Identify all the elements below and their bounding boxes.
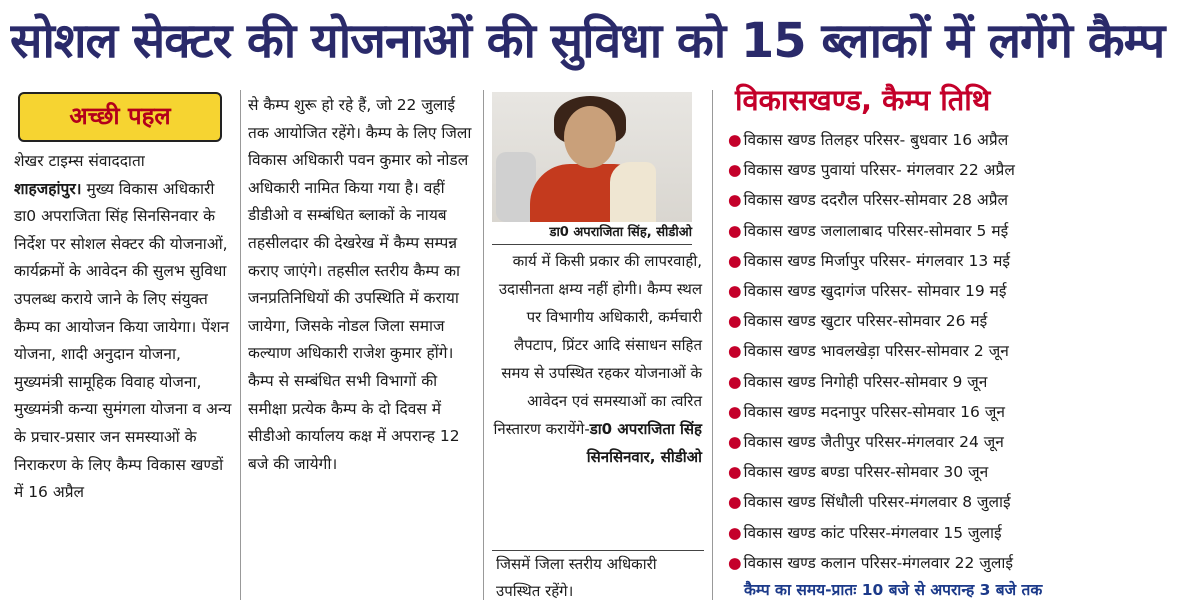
schedule-entry: विकास खण्ड कलान परिसर-मंगलवार 22 जुलाई [743, 553, 1013, 572]
bullet-icon: ● [728, 433, 742, 452]
column-1-body: मुख्य विकास अधिकारी डा0 अपराजिता सिंह सिनसिनवार के निर्देश पर सोशल सेक्टर की योजनाओं, कार्यक्रमों के आवेदन की सुलभ सुविधा उपलब्ध कराये जाने के लिए संयुक्त कैम्प का आयोजन किया जायेगा। पेंशन योजना, शादी अनुदान योजना, मुख्यमंत्री सामूहिक विवाह योजना, मुख्यमंत्री कन्या सुमंगला योजना व अन्य के प्रचार-प्रसार जन समस्याओं के निराकरण के लिए कैम्प विकास खण्डों में 16 अप्रैल [14, 179, 232, 502]
bullet-icon: ● [728, 161, 742, 180]
column-divider [483, 90, 484, 600]
article-column-1 [14, 148, 234, 507]
bullet-icon: ● [728, 131, 742, 149]
schedule-list [728, 125, 1198, 578]
column-3-text [492, 247, 702, 471]
schedule-entry: विकास खण्ड निगोही परिसर-सोमवार 9 जून [743, 372, 988, 391]
list-item [728, 367, 1198, 397]
schedule-title: विकासखण्ड, कैम्प तिथि [735, 83, 991, 117]
bullet-icon: ● [728, 312, 742, 331]
list-item [728, 216, 1198, 246]
schedule-entry: विकास खण्ड ददरौल परिसर-सोमवार 28 अप्रैल [743, 191, 1009, 210]
schedule-entry: विकास खण्ड भावलखेड़ा परिसर-सोमवार 2 जून [743, 342, 1009, 361]
list-item [728, 397, 1198, 427]
bullet-icon: ● [728, 493, 742, 512]
list-item [728, 155, 1198, 185]
schedule-entry: विकास खण्ड कांट परिसर-मंगलवार 15 जुलाई [743, 523, 1002, 542]
list-item [728, 306, 1198, 336]
bullet-icon: ● [728, 463, 742, 482]
list-item [728, 125, 1198, 155]
bullet-icon: ● [728, 282, 742, 301]
headline: सोशल सेक्टर की योजनाओं की सुविधा को 15 ब्लाकों में लगेंगे कैम्प [10, 13, 1165, 69]
list-item [728, 427, 1198, 457]
schedule-entry: विकास खण्ड खुटार परिसर-सोमवार 26 मई [743, 312, 988, 331]
column-divider [712, 90, 713, 600]
schedule-entry: विकास खण्ड मिर्जापुर परिसर- मंगलवार 13 मई [743, 251, 1011, 270]
column-divider [240, 90, 241, 600]
badge-achhi-pahal: अच्छी पहल [18, 92, 222, 142]
schedule-entry: विकास खण्ड पुवायां परिसर- मंगलवार 22 अप्रैल [743, 161, 1015, 180]
schedule-entry: विकास खण्ड मदनापुर परिसर-सोमवार 16 जून [743, 402, 1005, 421]
bullet-icon: ● [728, 523, 742, 542]
column-3-body: कार्य में किसी प्रकार की लापरवाही, उदासीनता क्षम्य नहीं होगी। कैम्प स्थल पर विभागीय अधिकारी, कर्मचारी लैपटाप, प्रिंटर आदि संसाधन सहित समय से उपस्थित रहकर योजनाओं के आवेदन एवं समस्याओं का त्वरित निस्तारण करायेंगे- [493, 252, 702, 438]
schedule-entry: विकास खण्ड खुदागंज परिसर- सोमवार 19 मई [743, 282, 1007, 301]
photo-shawl [610, 162, 656, 222]
column-2-text: से कैम्प शुरू हो रहे हैं, जो 22 जुलाई तक आयोजित रहेंगे। कैम्प के लिए जिला विकास अधिकारी पवन कुमार को नोडल अधिकारी नामित किया गया है। वहीं डीडीओ व सम्बंधित ब्लाकों के नायब तहसीलदार की देखरेख में कैम्प सम्पन्न कराए जाएंगे। तहसील स्तरीय कैम्प का जनप्रतिनिधियों की उपस्थिति में कराया जायेगा, जिसके नोडल जिला समाज कल्याण अधिकारी राजेश कुमार होंगे। कैम्प से सम्बंधित सभी विभागों की समीक्षा प्रत्येक कैम्प के दो दिवस में सीडीओ कार्यालय कक्ष में अपरान्ह 12 बजे की जायेगी। [248, 96, 472, 473]
schedule-entry: विकास खण्ड जैतीपुर परिसर-मंगलवार 24 जून [743, 433, 1004, 452]
column-3-note: जिसमें जिला स्तरीय अधिकारी उपस्थित रहेंगे। [492, 550, 704, 605]
schedule-entry: विकास खण्ड सिंधौली परिसर-मंगलवार 8 जुलाई [743, 493, 1011, 512]
bullet-icon: ● [728, 342, 742, 361]
list-item [728, 457, 1198, 487]
bullet-icon: ● [728, 251, 742, 270]
article-column-3 [492, 247, 702, 471]
list-item [728, 548, 1198, 578]
schedule-entry: विकास खण्ड बण्डा परिसर-सोमवार 30 जून [743, 463, 989, 482]
bullet-icon: ● [728, 372, 742, 391]
photo-caption: डा0 अपराजिता सिंह, सीडीओ [492, 222, 692, 245]
schedule-entry: विकास खण्ड जलालाबाद परिसर-सोमवार 5 मई [743, 221, 1009, 240]
bullet-icon: ● [728, 191, 742, 210]
list-item [728, 518, 1198, 548]
article-column-2 [248, 92, 473, 478]
list-item [728, 246, 1198, 276]
list-item [728, 276, 1198, 306]
bullet-icon: ● [728, 402, 742, 421]
byline: शेखर टाइम्स संवाददाता [14, 152, 145, 170]
list-item [728, 185, 1198, 215]
bullet-icon: ● [728, 221, 742, 240]
list-item [728, 487, 1198, 517]
camp-timing: कैम्प का समय-प्रातः 10 बजे से अपरान्ह 3 बजे तक [744, 581, 1043, 599]
photo-face [564, 106, 616, 168]
schedule-entry: विकास खण्ड तिलहर परिसर- बुधवार 16 अप्रैल [743, 131, 1009, 149]
list-item [728, 336, 1198, 366]
signature: डा0 अपराजिता सिंह सिनसिनवार, सीडीओ [586, 420, 702, 466]
dateline-place: शाहजहांपुर। [14, 179, 82, 198]
column-1-text [14, 176, 234, 507]
cdo-photo [492, 92, 692, 222]
bullet-icon: ● [728, 553, 742, 572]
